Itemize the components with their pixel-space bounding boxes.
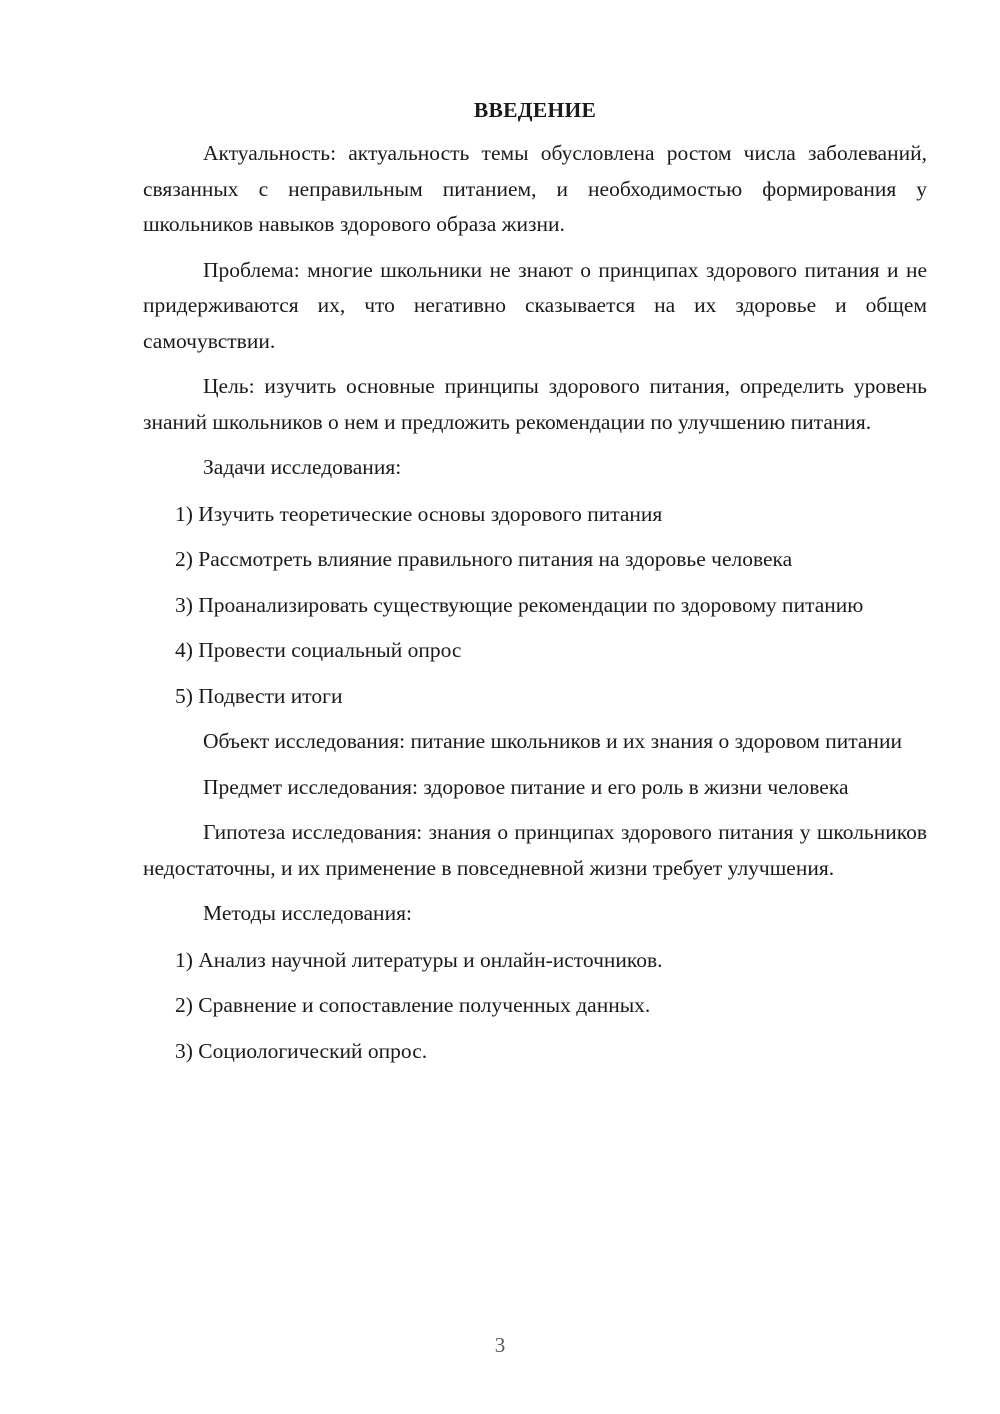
relevance-paragraph: Актуальность: актуальность темы обусловлена ростом числа заболеваний, связанных с неправильным питанием, и необходимостью формирования у школьников навыков здорового образа жизни. [143, 141, 927, 236]
list-item: 5) Подвести итоги [175, 683, 343, 708]
list-item: 3) Социологический опрос. [175, 1038, 428, 1063]
tasks-list [143, 497, 927, 715]
subject-paragraph: Предмет исследования: здоровое питание и его роль в жизни человека [203, 774, 849, 799]
list-item: 1) Анализ научной литературы и онлайн-источников. [175, 947, 663, 972]
goal-paragraph: Цель: изучить основные принципы здорового питания, определить уровень знаний школьников о нем и предложить рекомендации по улучшению питания. [143, 374, 927, 434]
methods-list [143, 943, 927, 1070]
object-paragraph: Объект исследования: питание школьников и их знания о здоровом питании [203, 729, 902, 753]
list-item: 3) Проанализировать существующие рекомендации по здоровому питанию [175, 592, 864, 617]
methods-heading: Методы исследования: [203, 901, 412, 925]
list-item: 2) Сравнение и сопоставление полученных данных. [175, 993, 651, 1017]
list-item: 2) Рассмотреть влияние правильного питания на здоровье человека [175, 547, 793, 571]
hypothesis-paragraph: Гипотеза исследования: знания о принципах здорового питания у школьников недостаточны, и их применение в повседневной жизни требует улучшения. [143, 820, 927, 880]
list-item: 4) Провести социальный опрос [175, 638, 462, 662]
list-item: 1) Изучить теоретические основы здорового питания [175, 501, 663, 526]
document-page [143, 92, 927, 1079]
problem-paragraph: Проблема: многие школьники не знают о принципах здорового питания и не придерживаются их, что негативно сказывается на их здоровье и общем самочувствии. [143, 257, 927, 353]
tasks-heading: Задачи исследования: [203, 455, 402, 479]
page-number: 3 [494, 1333, 506, 1357]
section-title: ВВЕДЕНИЕ [473, 98, 597, 122]
